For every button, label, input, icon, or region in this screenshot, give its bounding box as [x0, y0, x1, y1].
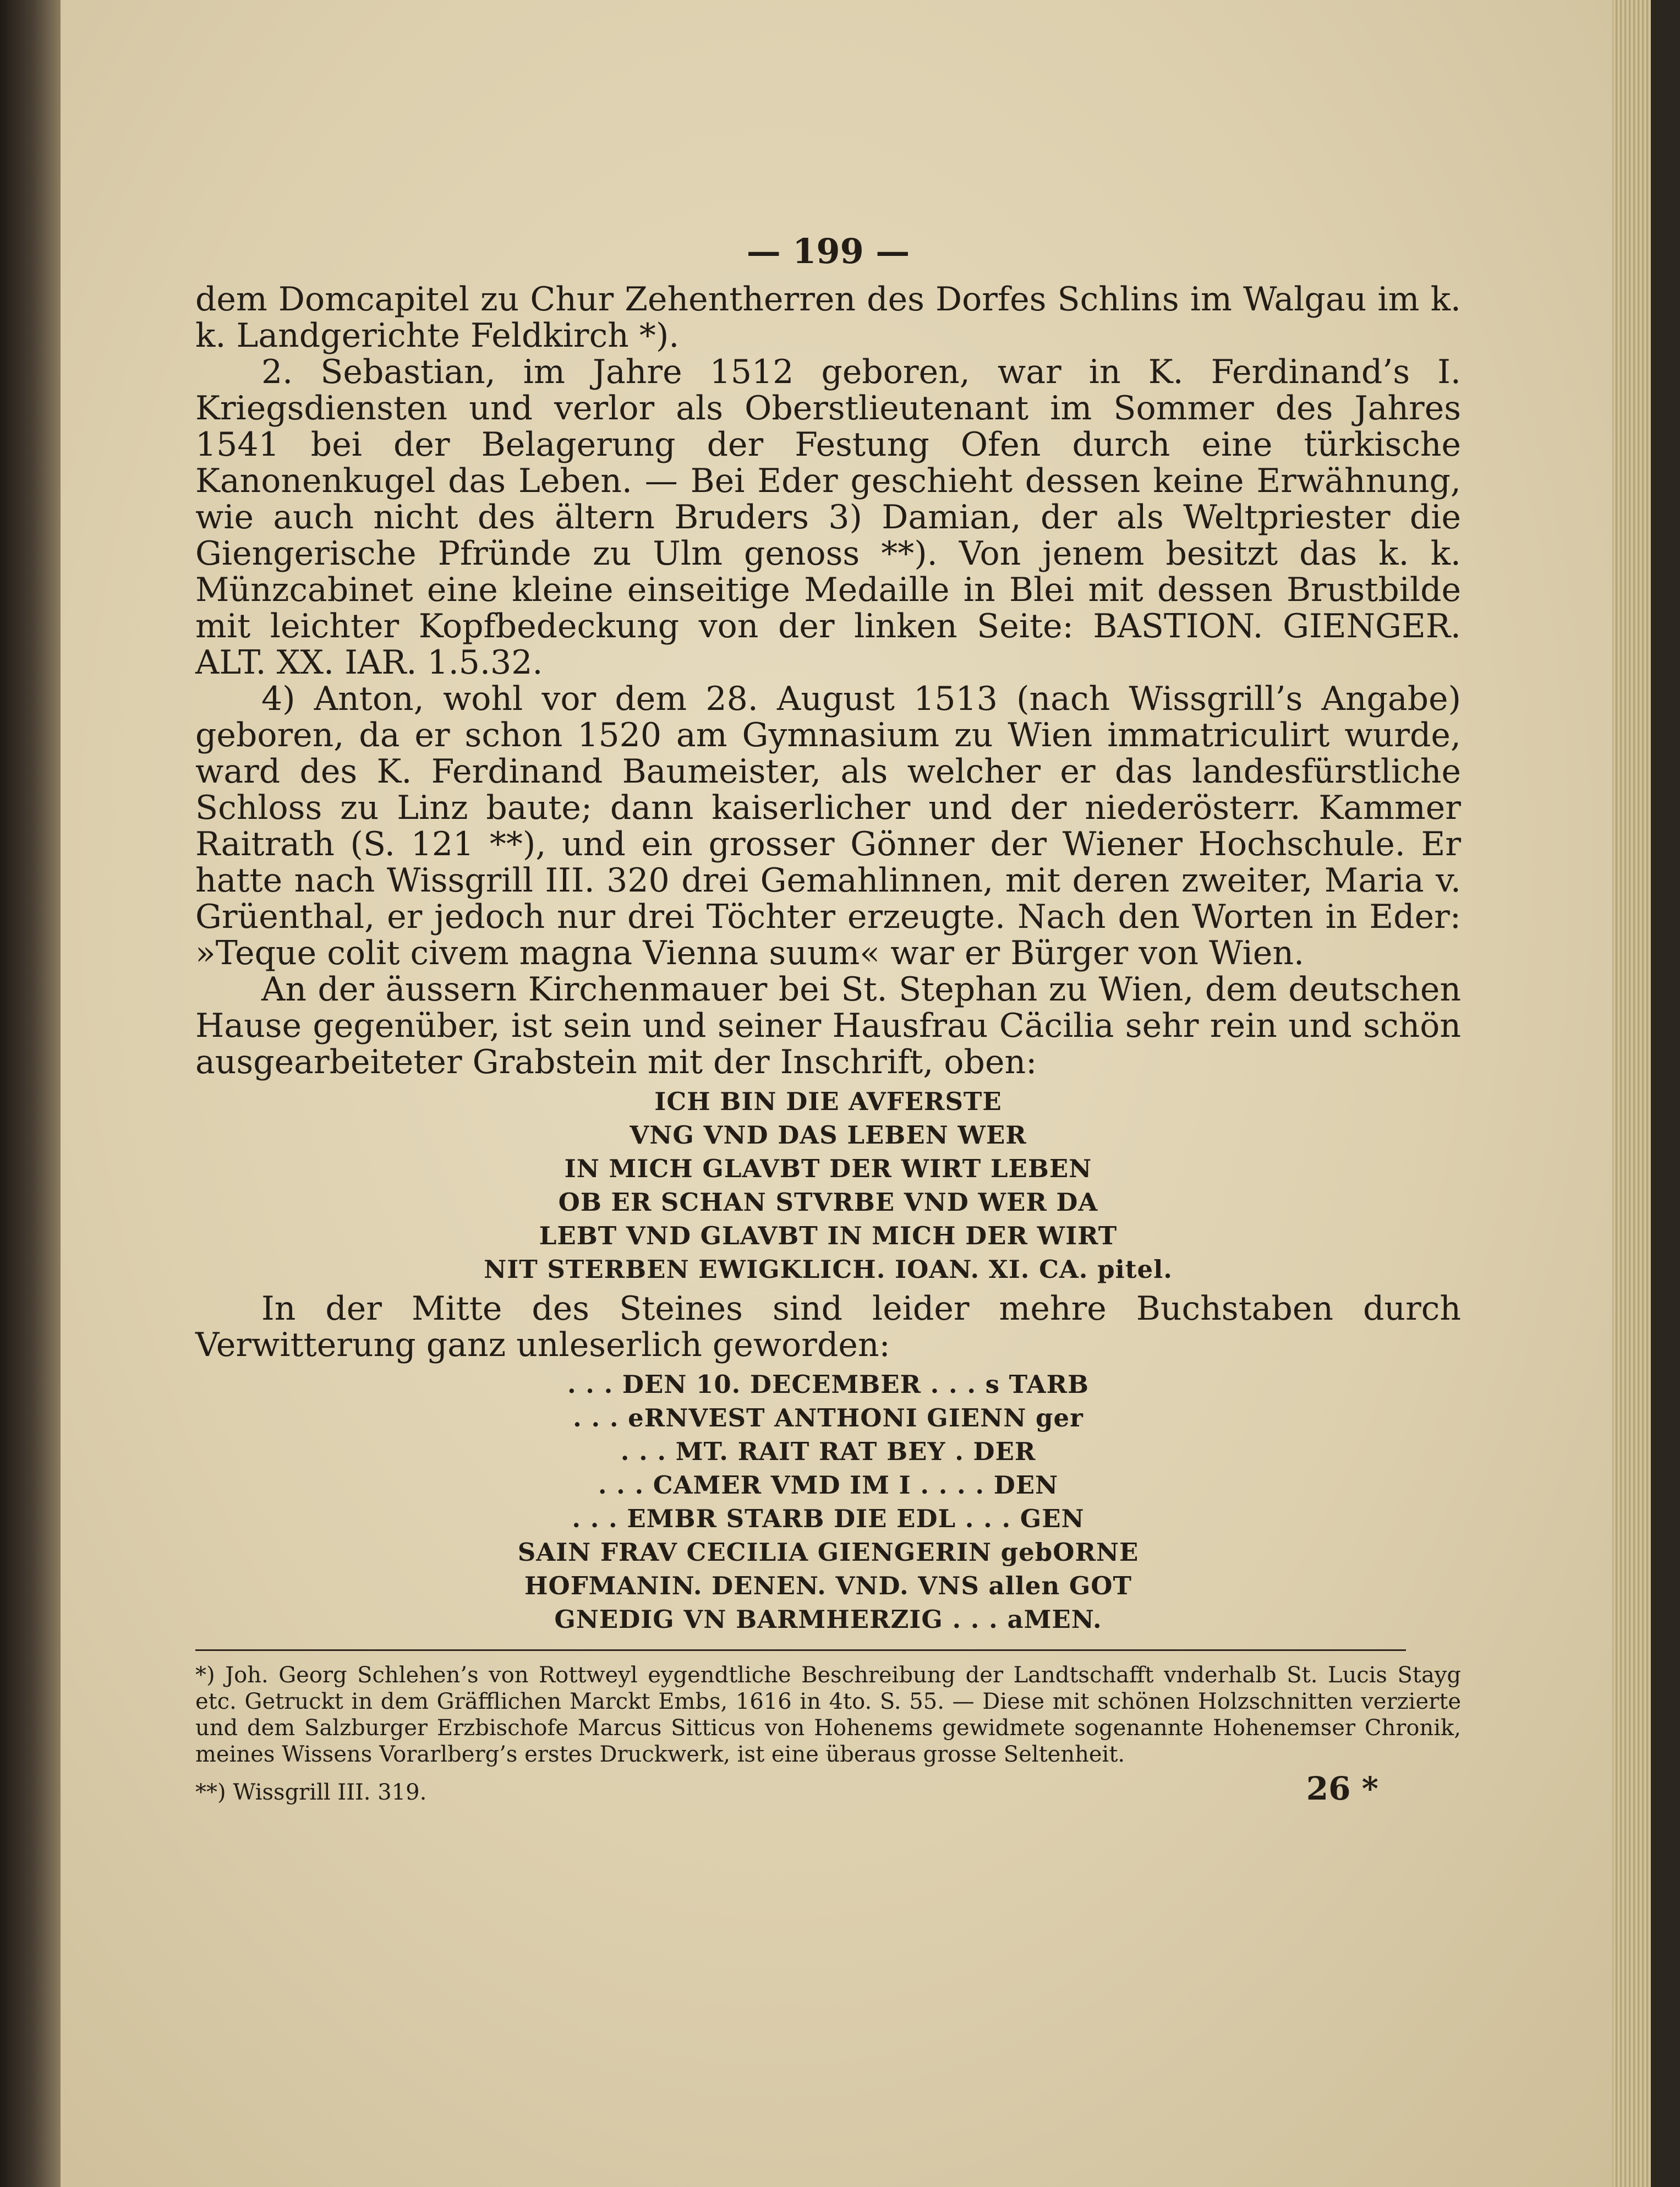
footnote-2: **) Wissgrill III. 319. [195, 1780, 427, 1805]
paragraph-2: 2. Sebastian, im Jahre 1512 geboren, war in K. Ferdinand’s I. Kriegsdiensten und verlor als Oberstlieutenant im Sommer des Jahres 1541 bei der Belagerung der Festung Ofen durch eine türkische Kanonenkugel das Leben. — Bei Eder geschieht dessen keine Erwähnung, wie auch nicht des ältern Bruders 3) Damian, der als Weltpriester die Giengerische Pfründe zu Ulm genoss **). Von jenem besitzt das k. k. Münzcabinet eine kleine einseitige Medaille in Blei mit dessen Brustbilde mit leichter Kopfbedeckung von der linken Seite: BASTION. GIENGER. ALT. XX. IAR. 1.5.32. [195, 353, 1461, 682]
inscription-line: OB ER SCHAN STVRBE VND WER DA [558, 1188, 1098, 1217]
footnote-1: *) Joh. Georg Schlehen’s von Rottweyl eygendtliche Beschreibung der Landtschafft vnderhalb St. Lucis Stayg etc. Getruckt in dem Gräfflichen Marckt Embs, 1616 in 4to. S. 55. — Diese mit schönen Holzschnitten verzierte und dem Salzburger Erzbischofe Marcus Sitticus von Hohenems gewidmete sogenannte Hohenemser Chronik, meines Wissens Vorarlberg’s erstes Druckwerk, ist eine überaus grosse Seltenheit. [195, 1663, 1461, 1767]
inscription-line: NIT STERBEN EWIGKLICH. IOAN. XI. CA. pitel. [484, 1255, 1173, 1284]
inscription-line: ICH BIN DIE AVFERSTE [654, 1087, 1002, 1116]
book-spine-shadow [0, 0, 61, 2187]
sheet-signature: 26 * [1306, 1770, 1378, 1807]
inscription-top [195, 1085, 1461, 1286]
page-number: — 199 — [746, 231, 910, 271]
footnote-divider [195, 1649, 1406, 1651]
paragraph-3: 4) Anton, wohl vor dem 28. August 1513 (nach Wissgrill’s Angabe) geboren, da er schon 1520 am Gymnasium zu Wien immatriculirt wurde, ward des K. Ferdinand Baumeister, als welcher er das landesfürstliche Schloss zu Linz baute; dann kaiserlicher und der niederösterr. Kammer Raitrath (S. 121 **), und ein grosser Gönner der Wiener Hochschule. Er hatte nach Wissgrill III. 320 drei Gemahlinnen, mit deren zweiter, Maria v. Grüenthal, er jedoch nur drei Töchter erzeugte. Nach den Worten in Eder: »Teque colit civem magna Vienna suum« war er Bürger von Wien. [195, 680, 1461, 972]
paragraph-4: An der äussern Kirchenmauer bei St. Stephan zu Wien, dem deutschen Hause gegenüber, ist sein und seiner Hausfrau Cäcilia sehr rein und schön ausgearbeiteter Grabstein mit der Inschrift, oben: [195, 970, 1461, 1081]
inscription-bottom [195, 1368, 1461, 1636]
inscription-line: . . . MT. RAIT RAT BEY . DER [620, 1437, 1036, 1466]
book-page [61, 0, 1651, 2187]
inscription-line: . . . EMBR STARB DIE EDL . . . GEN [572, 1504, 1085, 1533]
paragraph-5: In der Mitte des Steines sind leider mehre Buchstaben durch Verwitterung ganz unleserlich geworden: [195, 1289, 1461, 1364]
inscription-line: LEBT VND GLAVBT IN MICH DER WIRT [539, 1221, 1118, 1250]
inscription-line: . . . DEN 10. DECEMBER . . . s TARB [567, 1370, 1090, 1399]
inscription-line: SAIN FRAV CECILIA GIENGERIN gebORNE [517, 1538, 1139, 1567]
inscription-line: . . . CAMER VMD IM I . . . . DEN [598, 1470, 1059, 1500]
inscription-line: . . . eRNVEST ANTHONI GIENN ger [573, 1403, 1083, 1433]
inscription-line: VNG VND DAS LEBEN WER [630, 1120, 1027, 1150]
page-edges [1612, 0, 1651, 2187]
footnote-row [195, 1770, 1461, 1807]
page-text [195, 231, 1461, 1807]
inscription-line: GNEDIG VN BARMHERZIG . . . aMEN. [554, 1605, 1102, 1634]
paragraph-1: dem Domcapitel zu Chur Zehentherren des Dorfes Schlins im Walgau im k. k. Landgerichte Feldkirch *). [195, 280, 1461, 355]
inscription-line: IN MICH GLAVBT DER WIRT LEBEN [564, 1154, 1092, 1183]
inscription-line: HOFMANIN. DENEN. VND. VNS allen GOT [524, 1571, 1132, 1600]
